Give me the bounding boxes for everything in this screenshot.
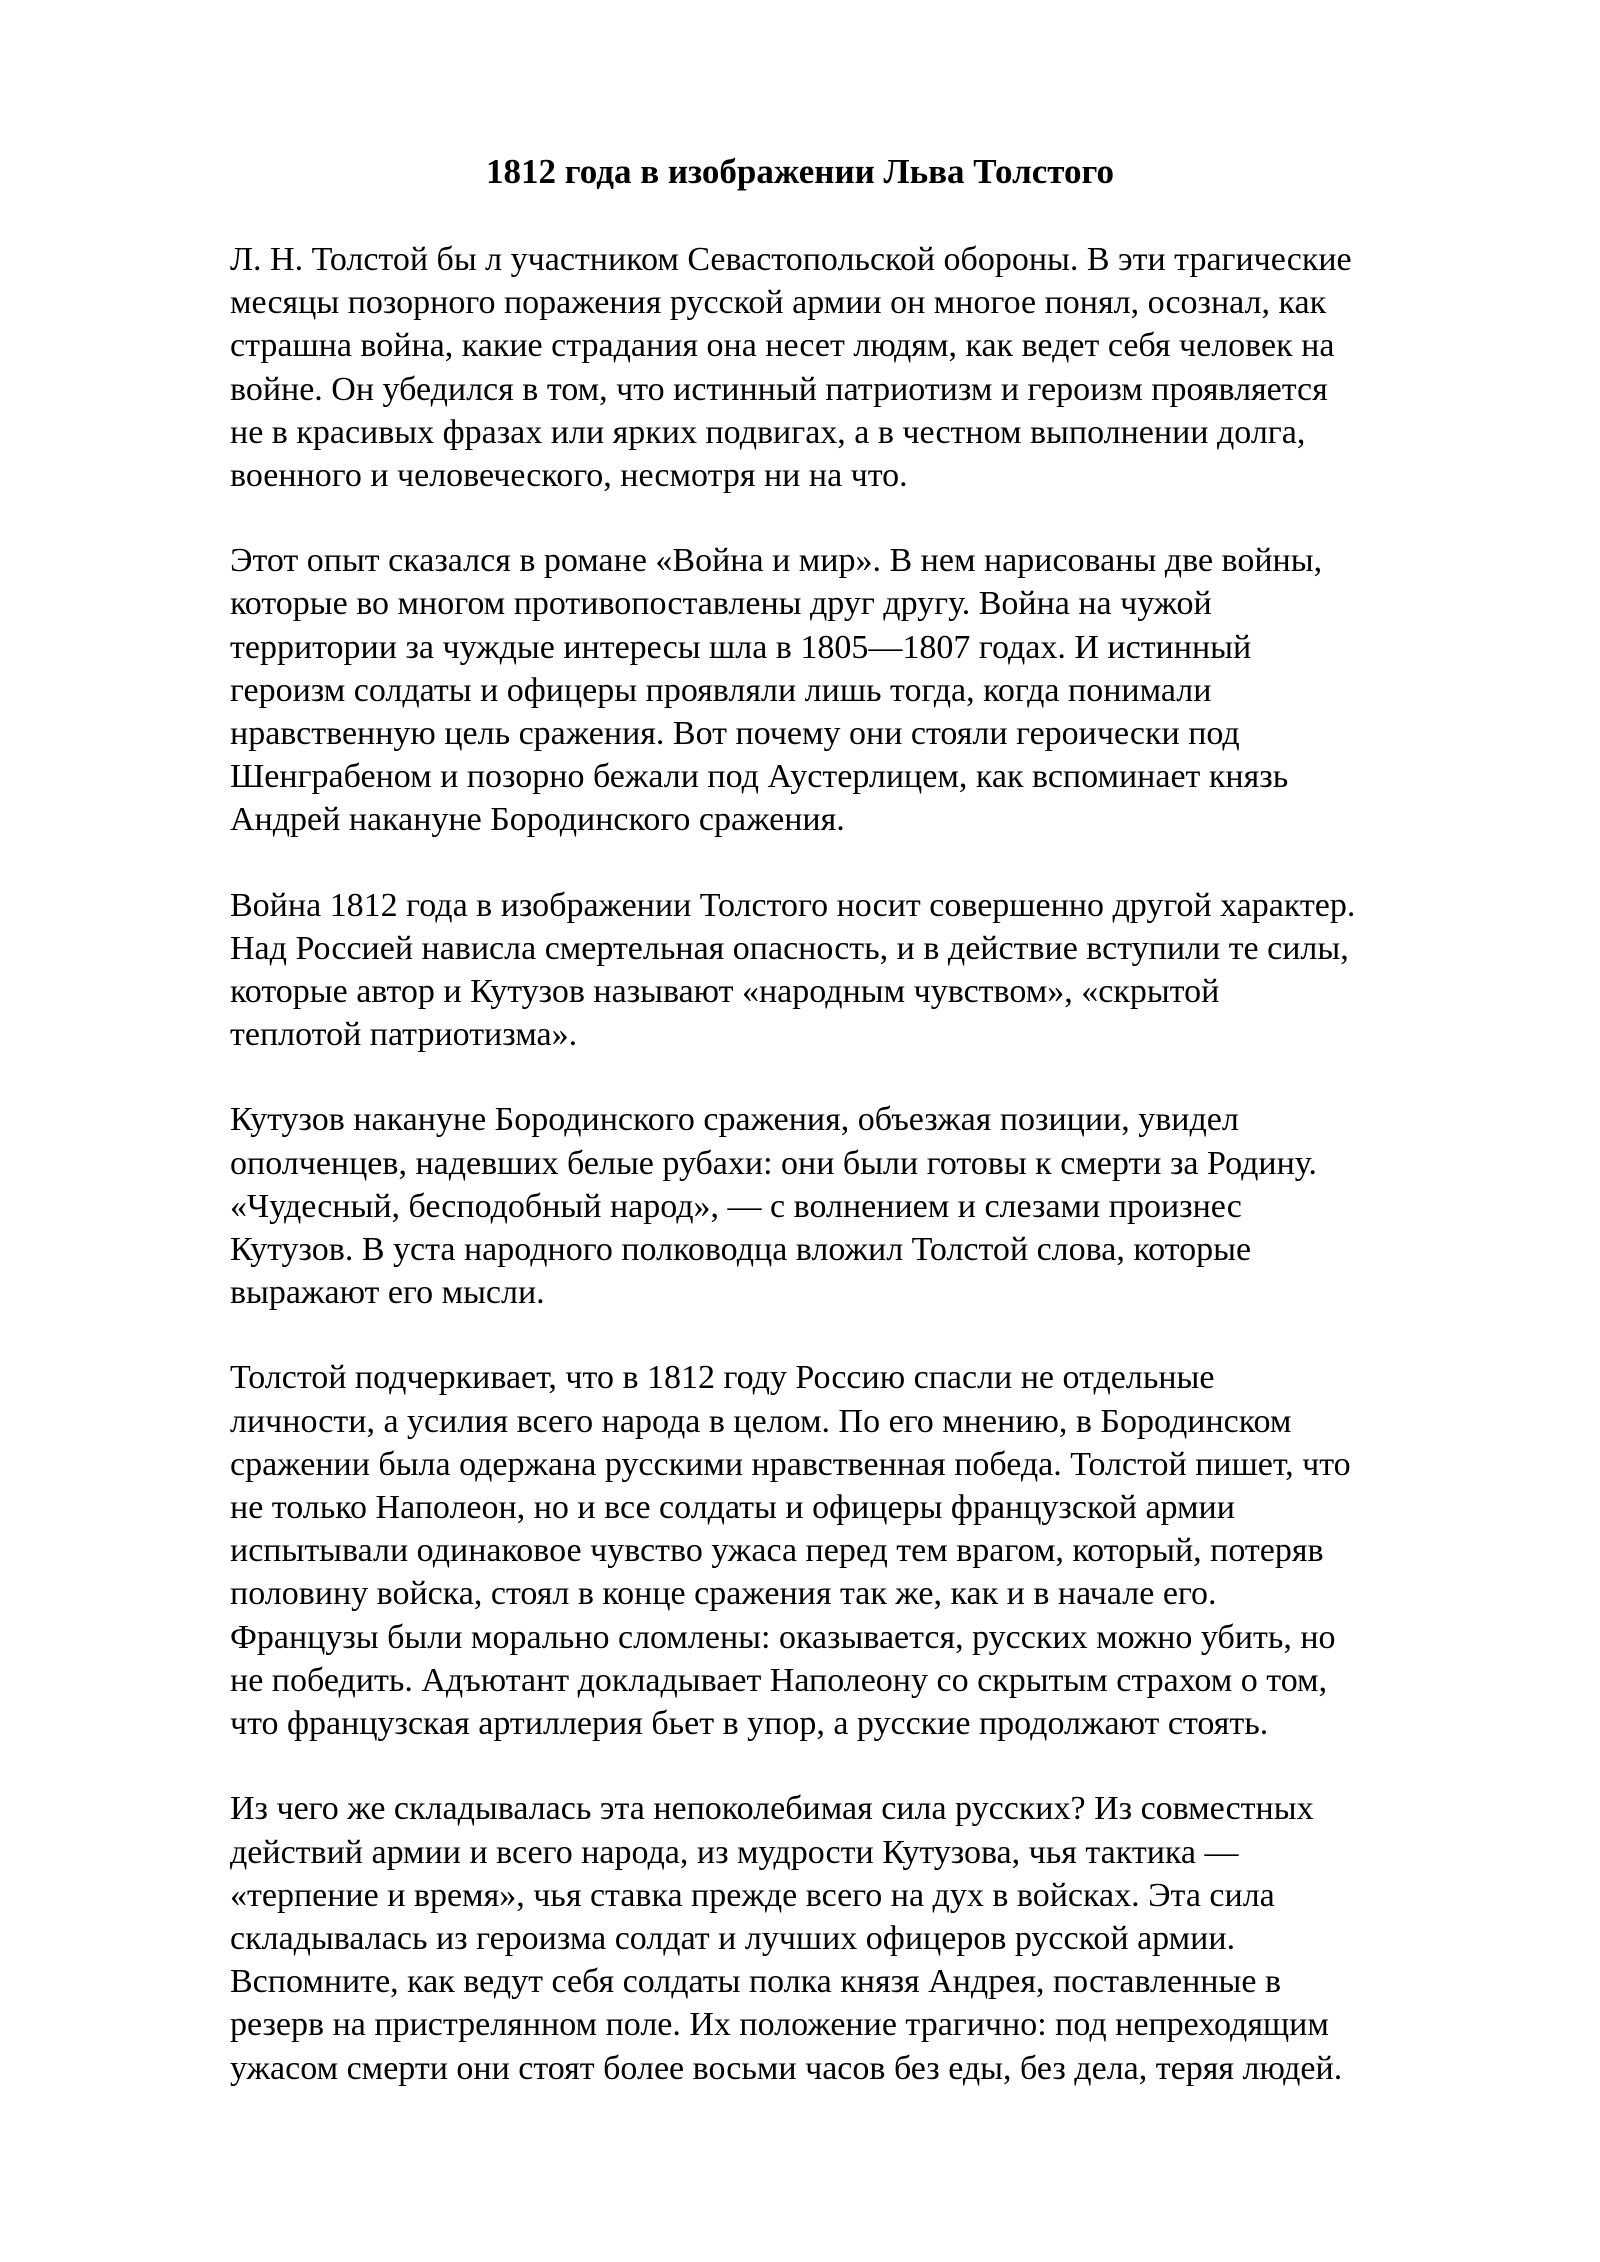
- document-body: [230, 238, 1510, 2132]
- text-line: половину войска, стоял в конце сражения так же, как и в начале его.: [230, 1575, 1217, 1613]
- text-line: Шенграбеном и позорно бежали под Аустерлицем, как вспоминает князь: [230, 758, 1289, 796]
- text-line: сражении была одержана русскими нравственная победа. Толстой пишет, что: [230, 1445, 1351, 1483]
- text-line: личности, а усилия всего народа в целом. По его мнению, в Бородинском: [230, 1402, 1292, 1440]
- text-line: что французская артиллерия бьет в упор, а русские продолжают стоять.: [230, 1705, 1269, 1743]
- text-line: Война 1812 года в изображении Толстого носит совершенно другой характер.: [230, 886, 1356, 924]
- text-line: резерв на пристрелянном поле. Их положение трагично: под непреходящим: [230, 2006, 1329, 2044]
- paragraph: [230, 1787, 1510, 2089]
- text-line: которые во многом противопоставлены друг другу. Война на чужой: [230, 585, 1212, 623]
- text-line: складывалась из героизма солдат и лучших офицеров русской армии.: [230, 1919, 1236, 1957]
- text-line: Из чего же складывалась эта непоколебимая сила русских? Из совместных: [230, 1790, 1314, 1828]
- paragraph: [230, 1098, 1510, 1314]
- text-line: ополченцев, надевших белые рубахи: они были готовы к смерти за Родину.: [230, 1144, 1317, 1182]
- text-line: Андрей накануне Бородинского сражения.: [230, 801, 845, 839]
- document-title: 1812 года в изображении Льва Толстого: [485, 152, 1115, 191]
- text-line: Над Россией нависла смертельная опасность, и в действие вступили те силы,: [230, 929, 1349, 967]
- text-line: Вспомните, как ведут себя солдаты полка князя Андрея, поставленные в: [230, 1963, 1281, 2001]
- text-line: теплотой патриотизма».: [230, 1016, 578, 1054]
- text-line: не только Наполеон, но и все солдаты и офицеры французской армии: [230, 1489, 1235, 1527]
- paragraph: [230, 1356, 1510, 1745]
- text-line: страшна война, какие страдания она несет людям, как ведет себя человек на: [230, 327, 1335, 365]
- paragraph: [230, 238, 1510, 497]
- text-line: Кутузов накануне Бородинского сражения, объезжая позиции, увидел: [230, 1101, 1239, 1139]
- text-line: Толстой подчеркивает, что в 1812 году Россию спасли не отдельные: [230, 1359, 1215, 1397]
- text-line: месяцы позорного поражения русской армии он многое понял, осознал, как: [230, 284, 1327, 322]
- text-line: Этот опыт сказался в романе «Война и мир». В нем нарисованы две войны,: [230, 542, 1323, 580]
- text-line: не победить. Адъютант докладывает Наполеону со скрытым страхом о том,: [230, 1661, 1328, 1699]
- text-line: «терпение и время», чья ставка прежде всего на дух в войсках. Эта сила: [230, 1876, 1275, 1914]
- text-line: территории за чуждые интересы шла в 1805—1807 годах. И истинный: [230, 628, 1252, 666]
- text-line: выражают его мысли.: [230, 1274, 545, 1312]
- paragraph: [230, 539, 1510, 841]
- paragraph: [230, 884, 1510, 1057]
- text-line: Кутузов. В уста народного полководца вложил Толстой слова, которые: [230, 1231, 1252, 1269]
- text-line: героизм солдаты и офицеры проявляли лишь тогда, когда понимали: [230, 671, 1212, 709]
- text-line: «Чудесный, бесподобный народ», — с волнением и слезами произнес: [230, 1187, 1242, 1225]
- text-line: ужасом смерти они стоят более восьми часов без еды, без дела, теряя людей.: [230, 2049, 1343, 2087]
- text-line: которые автор и Кутузов называют «народным чувством», «скрытой: [230, 973, 1220, 1011]
- text-line: действий армии и всего народа, из мудрости Кутузова, чья тактика —: [230, 1833, 1239, 1871]
- text-line: военного и человеческого, несмотря ни на что.: [230, 457, 908, 495]
- text-line: не в красивых фразах или ярких подвигах, а в честном выполнении долга,: [230, 413, 1306, 451]
- text-line: войне. Он убедился в том, что истинный патриотизм и героизм проявляется: [230, 370, 1328, 408]
- text-line: испытывали одинаковое чувство ужаса перед тем врагом, который, потеряв: [230, 1532, 1324, 1570]
- text-line: нравственную цель сражения. Вот почему они стояли героически под: [230, 715, 1240, 753]
- text-line: Л. Н. Толстой бы л участником Севастопольской обороны. В эти трагические: [230, 241, 1352, 278]
- text-line: Французы были морально сломлены: оказывается, русских можно убить, но: [230, 1618, 1336, 1656]
